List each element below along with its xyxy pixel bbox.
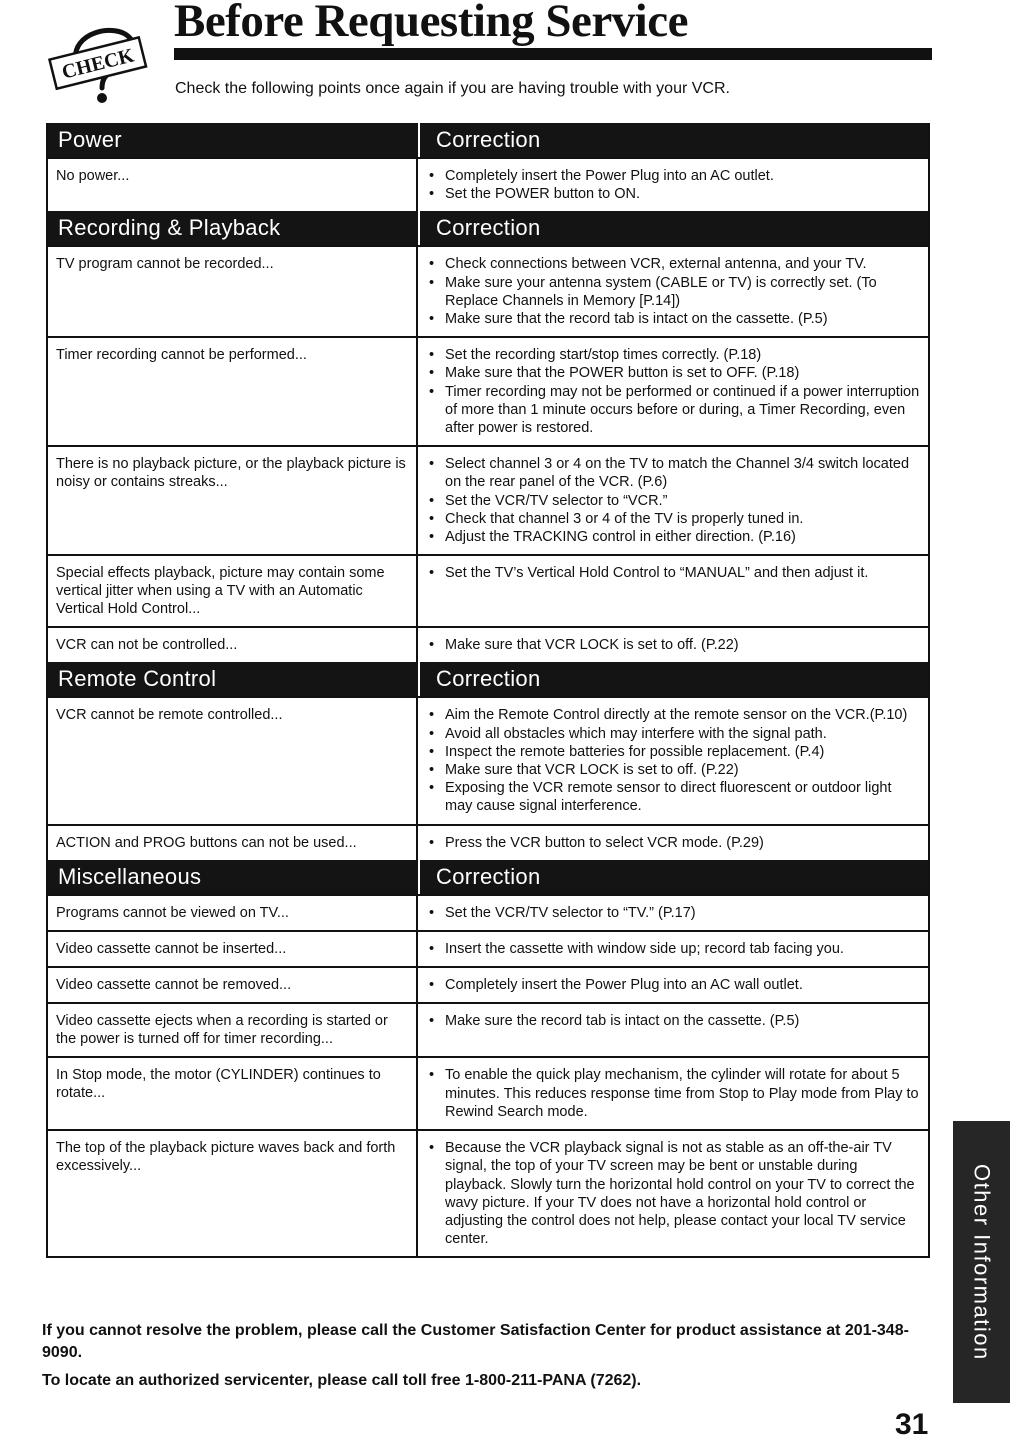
- correction-list: [426, 1139, 922, 1248]
- table-row: [48, 554, 928, 626]
- correction-cell: [418, 1004, 928, 1056]
- correction-list: [426, 940, 922, 958]
- section-header-misc: [48, 860, 928, 894]
- correction-item: • Make sure that VCR LOCK is set to off. (P.22): [426, 636, 922, 654]
- correction-cell: [418, 1058, 928, 1129]
- table-row: [48, 245, 928, 336]
- correction-item: • Set the recording start/stop times correctly. (P.18): [426, 346, 922, 364]
- problem-cell: Video cassette cannot be inserted...: [48, 932, 418, 966]
- correction-list: [426, 346, 922, 437]
- correction-cell: [418, 628, 928, 662]
- correction-item: • Check that channel 3 or 4 of the TV is properly tuned in.: [426, 510, 922, 528]
- problem-cell: Video cassette cannot be removed...: [48, 968, 418, 1002]
- table-row: [48, 894, 928, 930]
- correction-item: • Make sure that VCR LOCK is set to off. (P.22): [426, 761, 922, 779]
- page-number: 31: [895, 1408, 929, 1441]
- correction-item: • Aim the Remote Control directly at the remote sensor on the VCR.(P.10): [426, 706, 922, 724]
- correction-item: • Avoid all obstacles which may interfere with the signal path.: [426, 725, 922, 743]
- correction-item: • Make sure the record tab is intact on the cassette. (P.5): [426, 1012, 922, 1030]
- correction-cell: [418, 556, 928, 626]
- table-row: [48, 696, 928, 823]
- correction-cell: [418, 932, 928, 966]
- correction-list: [426, 636, 922, 654]
- correction-item: • Adjust the TRACKING control in either direction. (P.16): [426, 528, 922, 546]
- check-question-icon: [46, 22, 156, 104]
- side-tab-other-information: [953, 1121, 1010, 1403]
- section-title: Recording & Playback: [58, 215, 281, 241]
- section-header-power: [48, 123, 928, 157]
- correction-list: [426, 255, 922, 328]
- correction-list: [426, 1066, 922, 1121]
- correction-list: [426, 1012, 922, 1030]
- correction-item: • Completely insert the Power Plug into an AC outlet.: [426, 167, 922, 185]
- intro-text: Check the following points once again if you are having trouble with your VCR.: [175, 80, 730, 97]
- problem-cell: VCR cannot be remote controlled...: [48, 698, 418, 823]
- table-row: [48, 1002, 928, 1056]
- correction-cell: [418, 338, 928, 445]
- problem-cell: In Stop mode, the motor (CYLINDER) continues to rotate...: [48, 1058, 418, 1129]
- correction-list: [426, 904, 922, 922]
- page-title: Before Requesting Service: [174, 0, 688, 47]
- table-row: [48, 1056, 928, 1129]
- correction-cell: [418, 447, 928, 554]
- correction-list: [426, 706, 922, 815]
- problem-cell: VCR can not be controlled...: [48, 628, 418, 662]
- correction-item: • Set the VCR/TV selector to “TV.” (P.17): [426, 904, 922, 922]
- correction-cell: [418, 698, 928, 823]
- problem-cell: Special effects playback, picture may contain some vertical jitter when using a TV with an Automatic Vertical Hold Control...: [48, 556, 418, 626]
- correction-cell: [418, 968, 928, 1002]
- side-tab-label: Other Information: [969, 1163, 995, 1361]
- troubleshooting-table: [46, 123, 930, 1258]
- table-row: [48, 966, 928, 1002]
- correction-cell: [418, 1131, 928, 1256]
- check-stamp-text: CHECK: [59, 44, 137, 84]
- correction-item: • Set the TV’s Vertical Hold Control to “MANUAL” and then adjust it.: [426, 564, 922, 582]
- footer-notes: [42, 1320, 922, 1398]
- table-row: [48, 445, 928, 554]
- title-rule: [174, 48, 932, 60]
- correction-heading: Correction: [418, 211, 928, 245]
- table-row: [48, 336, 928, 445]
- correction-cell: [418, 247, 928, 336]
- table-row: [48, 626, 928, 662]
- section-header-recording: [48, 211, 928, 245]
- table-row: [48, 1129, 928, 1256]
- problem-cell: TV program cannot be recorded...: [48, 247, 418, 336]
- problem-cell: Programs cannot be viewed on TV...: [48, 896, 418, 930]
- section-title: Miscellaneous: [58, 863, 202, 889]
- correction-item: • Make sure that the record tab is intact on the cassette. (P.5): [426, 310, 922, 328]
- correction-list: [426, 167, 922, 203]
- correction-item: • Make sure your antenna system (CABLE or TV) is correctly set. (To Replace Channels in Memory [P.14]): [426, 274, 922, 310]
- correction-item: • Completely insert the Power Plug into an AC wall outlet.: [426, 976, 922, 994]
- correction-heading: Correction: [418, 123, 928, 157]
- correction-list: [426, 834, 922, 852]
- problem-cell: The top of the playback picture waves back and forth excessively...: [48, 1131, 418, 1256]
- correction-item: • Exposing the VCR remote sensor to direct fluorescent or outdoor light may cause signal interference.: [426, 779, 922, 815]
- correction-item: • Inspect the remote batteries for possible replacement. (P.4): [426, 743, 922, 761]
- correction-item: • Check connections between VCR, external antenna, and your TV.: [426, 255, 922, 273]
- section-title: Remote Control: [58, 666, 217, 692]
- correction-item: • Set the VCR/TV selector to “VCR.”: [426, 492, 922, 510]
- footer-servicenter-line: To locate an authorized servicenter, please call toll free 1-800-211-PANA (7262).: [42, 1372, 642, 1389]
- correction-cell: [418, 159, 928, 211]
- table-row: [48, 824, 928, 860]
- correction-item: • Press the VCR button to select VCR mode. (P.29): [426, 834, 922, 852]
- section-title: Power: [58, 127, 122, 152]
- problem-cell: No power...: [48, 159, 418, 211]
- correction-item: • Timer recording may not be performed or continued if a power interruption of more than 1 minute occurs before or during, a Timer Recording, even after power is restored.: [426, 383, 922, 438]
- problem-cell: There is no playback picture, or the playback picture is noisy or contains streaks...: [48, 447, 418, 554]
- correction-heading: Correction: [418, 860, 928, 894]
- correction-item: • Set the POWER button to ON.: [426, 185, 922, 203]
- correction-item: • Select channel 3 or 4 on the TV to match the Channel 3/4 switch located on the rear panel of the VCR. (P.6): [426, 455, 922, 491]
- correction-list: [426, 564, 922, 582]
- correction-list: [426, 976, 922, 994]
- problem-cell: ACTION and PROG buttons can not be used...: [48, 826, 418, 860]
- correction-item: • Insert the cassette with window side up; record tab facing you.: [426, 940, 922, 958]
- correction-cell: [418, 826, 928, 860]
- correction-cell: [418, 896, 928, 930]
- correction-item: • Make sure that the POWER button is set to OFF. (P.18): [426, 364, 922, 382]
- table-row: [48, 930, 928, 966]
- section-header-remote: [48, 662, 928, 696]
- correction-item: • To enable the quick play mechanism, the cylinder will rotate for about 5 minutes. This reduces response time from Stop to Play mode from Play to Rewind Search mode.: [426, 1066, 922, 1121]
- correction-heading: Correction: [418, 662, 928, 696]
- correction-list: [426, 455, 922, 546]
- problem-cell: Video cassette ejects when a recording is started or the power is turned off for timer recording...: [48, 1004, 418, 1056]
- correction-item: • Because the VCR playback signal is not as stable as an off-the-air TV signal, the top of your TV screen may be bent or unstable during playback. Slowly turn the horizontal hold control on your TV to correct the wavy picture. If your TV does not have a horizontal hold control or adjusting the control does not help, please contact your local TV service center.: [426, 1139, 922, 1248]
- table-row: [48, 157, 928, 211]
- problem-cell: Timer recording cannot be performed...: [48, 338, 418, 445]
- footer-support-line: If you cannot resolve the problem, please call the Customer Satisfaction Center for product assistance at 201-348-9090.: [42, 1322, 909, 1361]
